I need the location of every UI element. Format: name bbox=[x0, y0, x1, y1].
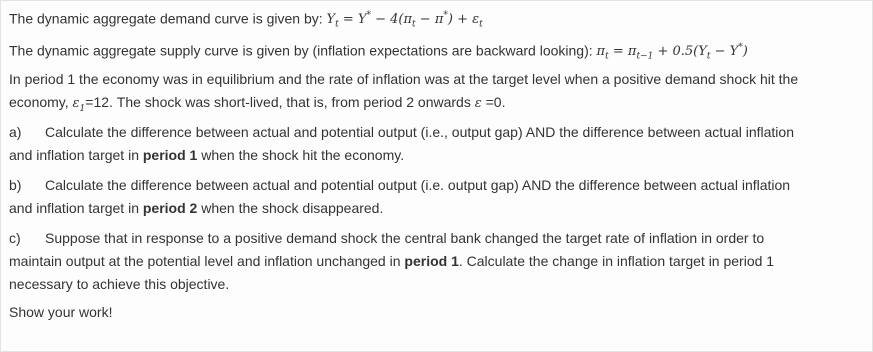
ad-curve-line bbox=[9, 5, 483, 36]
question-a-line-1: a) Calculate the difference between actual and potential output (i.e., output gap) AND the difference between actual inflation bbox=[9, 121, 867, 144]
as-equation: $\pi_t = \pi_{t-1} + 0.5(Y_t - Y^*)$ bbox=[596, 43, 748, 62]
question-b bbox=[9, 174, 867, 220]
question-a-line-2: and inflation target in period 1 when the shock hit the economy. bbox=[9, 147, 405, 163]
as-curve-text: The dynamic aggregate supply curve is given by (inflation expectations are backward looking): bbox=[9, 42, 593, 59]
question-c bbox=[9, 227, 867, 296]
ad-curve-text: The dynamic aggregate demand curve is given by: bbox=[9, 10, 323, 27]
question-a bbox=[9, 121, 867, 167]
question-c-line-1: c) Suppose that in response to a positive demand shock the central bank changed the target rate of inflation in order to bbox=[9, 227, 867, 250]
question-b-label: b) bbox=[9, 177, 22, 193]
question-c-line-2: maintain output at the potential level and inflation unchanged in period 1. Calculate the change in inflation target in period 1 bbox=[9, 253, 775, 269]
question-b-line-2: and inflation target in period 2 when the shock disappeared. bbox=[9, 200, 384, 216]
intro-line-2: economy, $\varepsilon_1=12$. The shock was short-lived, that is, from period 2 onwards ε =0. bbox=[9, 94, 506, 114]
as-curve-line bbox=[9, 37, 748, 68]
show-work-instruction: Show your work! bbox=[9, 304, 113, 320]
question-a-label: a) bbox=[9, 124, 22, 140]
ad-equation: $Y_t = Y^* - 4(\pi_t - \pi^*) + \varepsilon_t$ bbox=[326, 11, 483, 30]
question-c-label: c) bbox=[9, 230, 21, 246]
intro-line-1: In period 1 the economy was in equilibrium and the rate of inflation was at the target level when a positive demand shock hit the bbox=[9, 71, 799, 87]
intro-paragraph bbox=[9, 68, 867, 121]
question-c-line-3: necessary to achieve this objective. bbox=[9, 276, 230, 292]
question-b-line-1: b) Calculate the difference between actual and potential output (i.e. output gap) AND the difference between actual inflation bbox=[9, 174, 867, 197]
